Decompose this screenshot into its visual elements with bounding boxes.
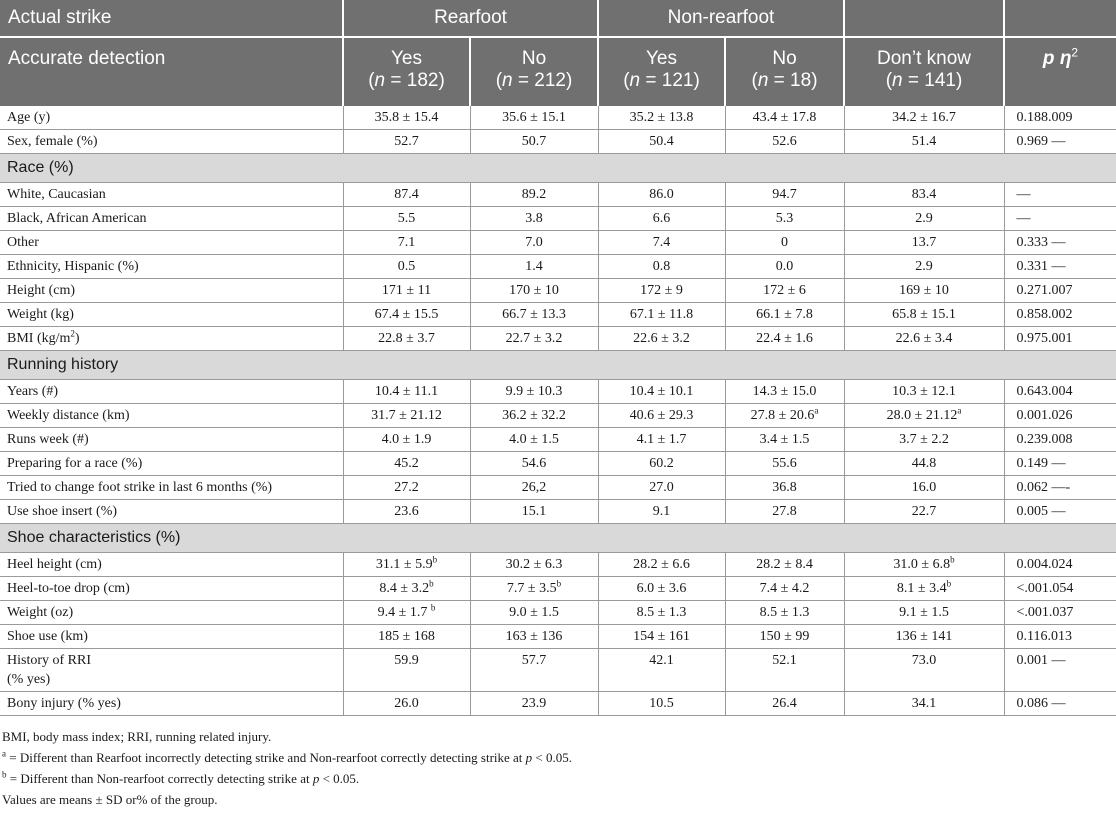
- table-row: [0, 500, 1116, 524]
- header-group-2: [598, 37, 725, 106]
- p-eta-cell: 0.004.024: [1004, 553, 1116, 577]
- footnote-abbreviations: BMI, body mass index; RRI, running related injury.: [2, 729, 272, 744]
- header-group-n: (n = 121): [623, 70, 700, 91]
- value-cell: 26.4: [725, 692, 844, 716]
- header-group-title: Yes: [391, 48, 422, 69]
- value-cell: 8.1 ± 3.4$^b$: [844, 577, 1004, 601]
- value-cell: 13.7: [844, 231, 1004, 255]
- value-cell: 10.3 ± 12.1: [844, 380, 1004, 404]
- value-cell: 185 ± 168: [343, 625, 470, 649]
- table-row: [0, 130, 1116, 154]
- value-cell: 8.5 ± 1.3: [598, 601, 725, 625]
- header-accurate-detection: Accurate detection: [0, 37, 343, 106]
- value-cell: 6.6: [598, 207, 725, 231]
- p-eta-cell: 0.086 —: [1004, 692, 1116, 716]
- value-cell: 65.8 ± 15.1: [844, 303, 1004, 327]
- value-cell: 35.2 ± 13.8: [598, 106, 725, 130]
- section-row: [0, 524, 1116, 553]
- value-cell: 1.4: [470, 255, 598, 279]
- header-non-rearfoot: Non-rearfoot: [598, 0, 844, 37]
- table-row: [0, 303, 1116, 327]
- value-cell: 28.2 ± 6.6: [598, 553, 725, 577]
- row-label: Black, African American: [0, 207, 343, 231]
- header-group-title: No: [772, 48, 797, 69]
- value-cell: 10.4 ± 10.1: [598, 380, 725, 404]
- value-cell: 52.7: [343, 130, 470, 154]
- value-cell: 4.0 ± 1.9: [343, 428, 470, 452]
- p-eta-cell: 0.643.004: [1004, 380, 1116, 404]
- value-cell: 3.8: [470, 207, 598, 231]
- p-eta-cell: 0.271.007: [1004, 279, 1116, 303]
- row-label: Heel-to-toe drop (cm): [0, 577, 343, 601]
- header-p-eta: p $\eta^2$: [1004, 37, 1116, 106]
- value-cell: 154 ± 161: [598, 625, 725, 649]
- value-cell: 6.0 ± 3.6: [598, 577, 725, 601]
- header-group-n: (n = 212): [495, 70, 573, 91]
- value-cell: 0: [725, 231, 844, 255]
- value-cell: 45.2: [343, 452, 470, 476]
- value-cell: 89.2: [470, 183, 598, 207]
- row-label: Heel height (cm): [0, 553, 343, 577]
- table-row: [0, 106, 1116, 130]
- row-label: White, Caucasian: [0, 183, 343, 207]
- row-label: Weight (oz): [0, 601, 343, 625]
- value-cell: 86.0: [598, 183, 725, 207]
- value-cell: 4.0 ± 1.5: [470, 428, 598, 452]
- table-row: [0, 553, 1116, 577]
- value-cell: 27.8 ± 20.6$^a$: [725, 404, 844, 428]
- row-label: BMI $(kg/m^2)$: [0, 327, 343, 351]
- value-cell: 66.7 ± 13.3: [470, 303, 598, 327]
- table-row: [0, 231, 1116, 255]
- row-label: Sex, female (%): [0, 130, 343, 154]
- footnote-a: $^a$ = Different than Rearfoot incorrectly detecting strike and Non-rearfoot correctly detecting strike at p < 0.05.: [2, 748, 573, 765]
- row-label: Runs week (#): [0, 428, 343, 452]
- table-row: [0, 279, 1116, 303]
- value-cell: 7.4: [598, 231, 725, 255]
- section-label: Shoe characteristics (%): [0, 524, 1116, 553]
- row-label: Bony injury (% yes): [0, 692, 343, 716]
- table-row: [0, 255, 1116, 279]
- table-row: [0, 476, 1116, 500]
- header-group-n: (n = 18): [751, 70, 818, 91]
- value-cell: 26,2: [470, 476, 598, 500]
- row-label: Use shoe insert (%): [0, 500, 343, 524]
- value-cell: 0.5: [343, 255, 470, 279]
- p-eta-cell: 0.188.009: [1004, 106, 1116, 130]
- value-cell: 54.6: [470, 452, 598, 476]
- value-cell: 52.1: [725, 649, 844, 692]
- p-eta-cell: 0.116.013: [1004, 625, 1116, 649]
- header-empty-cell: [844, 0, 1004, 37]
- value-cell: 23.9: [470, 692, 598, 716]
- value-cell: 60.2: [598, 452, 725, 476]
- value-cell: 10.5: [598, 692, 725, 716]
- value-cell: 7.4 ± 4.2: [725, 577, 844, 601]
- value-cell: 5.3: [725, 207, 844, 231]
- value-cell: 67.1 ± 11.8: [598, 303, 725, 327]
- value-cell: 52.6: [725, 130, 844, 154]
- p-eta-cell: 0.149 —: [1004, 452, 1116, 476]
- value-cell: 7.1: [343, 231, 470, 255]
- value-cell: 30.2 ± 6.3: [470, 553, 598, 577]
- value-cell: 83.4: [844, 183, 1004, 207]
- value-cell: 23.6: [343, 500, 470, 524]
- value-cell: 163 ± 136: [470, 625, 598, 649]
- section-label: Running history: [0, 351, 1116, 380]
- value-cell: 31.7 ± 21.12: [343, 404, 470, 428]
- footnote-values: Values are means ± SD or% of the group.: [2, 792, 218, 807]
- value-cell: 2.9: [844, 255, 1004, 279]
- value-cell: 27.0: [598, 476, 725, 500]
- p-eta-cell: <.001.054: [1004, 577, 1116, 601]
- header-row-accurate-detection: [0, 37, 1116, 106]
- header-group-0: [343, 37, 470, 106]
- value-cell: 169 ± 10: [844, 279, 1004, 303]
- value-cell: 57.7: [470, 649, 598, 692]
- value-cell: 55.6: [725, 452, 844, 476]
- value-cell: 14.3 ± 15.0: [725, 380, 844, 404]
- header-group-title: Don’t know: [877, 48, 972, 69]
- table-row: [0, 601, 1116, 625]
- p-eta-cell: 0.005 —: [1004, 500, 1116, 524]
- header-group-1: [470, 37, 598, 106]
- value-cell: 7.0: [470, 231, 598, 255]
- row-label: Height (cm): [0, 279, 343, 303]
- value-cell: 26.0: [343, 692, 470, 716]
- row-label: Ethnicity, Hispanic (%): [0, 255, 343, 279]
- value-cell: 8.5 ± 1.3: [725, 601, 844, 625]
- value-cell: 7.7 ± 3.5$^b$: [470, 577, 598, 601]
- value-cell: 51.4: [844, 130, 1004, 154]
- value-cell: 40.6 ± 29.3: [598, 404, 725, 428]
- value-cell: 22.7: [844, 500, 1004, 524]
- value-cell: 31.1 ± 5.9$^b$: [343, 553, 470, 577]
- p-eta-cell: 0.969 —: [1004, 130, 1116, 154]
- table-row: [0, 327, 1116, 351]
- header-row-actual-strike: [0, 0, 1116, 37]
- header-group-n: (n = 182): [368, 70, 445, 91]
- p-eta-cell: —: [1004, 183, 1116, 207]
- header-group-4: [844, 37, 1004, 106]
- section-label: Race (%): [0, 154, 1116, 183]
- value-cell: 50.7: [470, 130, 598, 154]
- header-rearfoot: Rearfoot: [343, 0, 598, 37]
- value-cell: 31.0 ± 6.8$^b$: [844, 553, 1004, 577]
- value-cell: 28.2 ± 8.4: [725, 553, 844, 577]
- value-cell: 150 ± 99: [725, 625, 844, 649]
- value-cell: 2.9: [844, 207, 1004, 231]
- row-label: Age (y): [0, 106, 343, 130]
- table-row: [0, 428, 1116, 452]
- value-cell: 22.4 ± 1.6: [725, 327, 844, 351]
- p-eta-cell: 0.331 —: [1004, 255, 1116, 279]
- value-cell: 22.8 ± 3.7: [343, 327, 470, 351]
- p-eta-cell: 0.239.008: [1004, 428, 1116, 452]
- header-group-title: No: [521, 48, 547, 69]
- table-row: [0, 207, 1116, 231]
- value-cell: 9.1: [598, 500, 725, 524]
- value-cell: 9.4 ± 1.7 $^b$: [343, 601, 470, 625]
- value-cell: 3.4 ± 1.5: [725, 428, 844, 452]
- value-cell: 66.1 ± 7.8: [725, 303, 844, 327]
- value-cell: 67.4 ± 15.5: [343, 303, 470, 327]
- value-cell: 172 ± 9: [598, 279, 725, 303]
- value-cell: 28.0 ± 21.12$^a$: [844, 404, 1004, 428]
- value-cell: 9.0 ± 1.5: [470, 601, 598, 625]
- value-cell: 9.1 ± 1.5: [844, 601, 1004, 625]
- value-cell: 0.0: [725, 255, 844, 279]
- value-cell: 42.1: [598, 649, 725, 692]
- value-cell: 136 ± 141: [844, 625, 1004, 649]
- value-cell: 15.1: [470, 500, 598, 524]
- header-actual-strike: Actual strike: [0, 0, 343, 37]
- table-row: [0, 380, 1116, 404]
- header-group-3: [725, 37, 844, 106]
- table-row: [0, 625, 1116, 649]
- value-cell: 50.4: [598, 130, 725, 154]
- p-eta-cell: 0.858.002: [1004, 303, 1116, 327]
- value-cell: 5.5: [343, 207, 470, 231]
- value-cell: 43.4 ± 17.8: [725, 106, 844, 130]
- table-row: [0, 452, 1116, 476]
- value-cell: 34.2 ± 16.7: [844, 106, 1004, 130]
- value-cell: 16.0: [844, 476, 1004, 500]
- value-cell: 36.8: [725, 476, 844, 500]
- section-row: [0, 154, 1116, 183]
- header-empty-cell: [1004, 0, 1116, 37]
- value-cell: 35.6 ± 15.1: [470, 106, 598, 130]
- table-row: [0, 183, 1116, 207]
- value-cell: 22.6 ± 3.2: [598, 327, 725, 351]
- value-cell: 27.2: [343, 476, 470, 500]
- table-header: [0, 0, 1116, 106]
- p-eta-cell: 0.001 —: [1004, 649, 1116, 692]
- p-eta-cell: 0.001.026: [1004, 404, 1116, 428]
- table-row: [0, 577, 1116, 601]
- value-cell: 22.6 ± 3.4: [844, 327, 1004, 351]
- value-cell: 3.7 ± 2.2: [844, 428, 1004, 452]
- value-cell: 9.9 ± 10.3: [470, 380, 598, 404]
- value-cell: 8.4 ± 3.2$^b$: [343, 577, 470, 601]
- row-label: Shoe use (km): [0, 625, 343, 649]
- table-row: [0, 649, 1116, 692]
- table-row: [0, 404, 1116, 428]
- p-eta-cell: 0.062 —-: [1004, 476, 1116, 500]
- section-row: [0, 351, 1116, 380]
- row-label: Other: [0, 231, 343, 255]
- table-body: [0, 106, 1116, 716]
- header-group-title: Yes: [646, 48, 677, 69]
- value-cell: 171 ± 11: [343, 279, 470, 303]
- value-cell: 87.4: [343, 183, 470, 207]
- p-eta-cell: <.001.037: [1004, 601, 1116, 625]
- table-row: [0, 692, 1116, 716]
- p-eta-cell: 0.975.001: [1004, 327, 1116, 351]
- value-cell: 10.4 ± 11.1: [343, 380, 470, 404]
- row-label: Weekly distance (km): [0, 404, 343, 428]
- value-cell: 44.8: [844, 452, 1004, 476]
- row-label: Tried to change foot strike in last 6 months (%): [0, 476, 343, 500]
- value-cell: 4.1 ± 1.7: [598, 428, 725, 452]
- value-cell: 22.7 ± 3.2: [470, 327, 598, 351]
- p-eta-cell: 0.333 —: [1004, 231, 1116, 255]
- row-label: Weight (kg): [0, 303, 343, 327]
- value-cell: 36.2 ± 32.2: [470, 404, 598, 428]
- value-cell: 170 ± 10: [470, 279, 598, 303]
- footnote-b: $^b$ = Different than Non-rearfoot correctly detecting strike at p < 0.05.: [2, 769, 360, 786]
- row-label: Preparing for a race (%): [0, 452, 343, 476]
- row-label: History of RRI (% yes): [0, 649, 343, 692]
- value-cell: 94.7: [725, 183, 844, 207]
- table-footnotes: [0, 716, 1116, 810]
- header-group-n: (n = 141): [885, 70, 963, 91]
- value-cell: 34.1: [844, 692, 1004, 716]
- value-cell: 172 ± 6: [725, 279, 844, 303]
- value-cell: 0.8: [598, 255, 725, 279]
- value-cell: 35.8 ± 15.4: [343, 106, 470, 130]
- value-cell: 27.8: [725, 500, 844, 524]
- p-eta-cell: —: [1004, 207, 1116, 231]
- value-cell: 73.0: [844, 649, 1004, 692]
- value-cell: 59.9: [343, 649, 470, 692]
- row-label: Years (#): [0, 380, 343, 404]
